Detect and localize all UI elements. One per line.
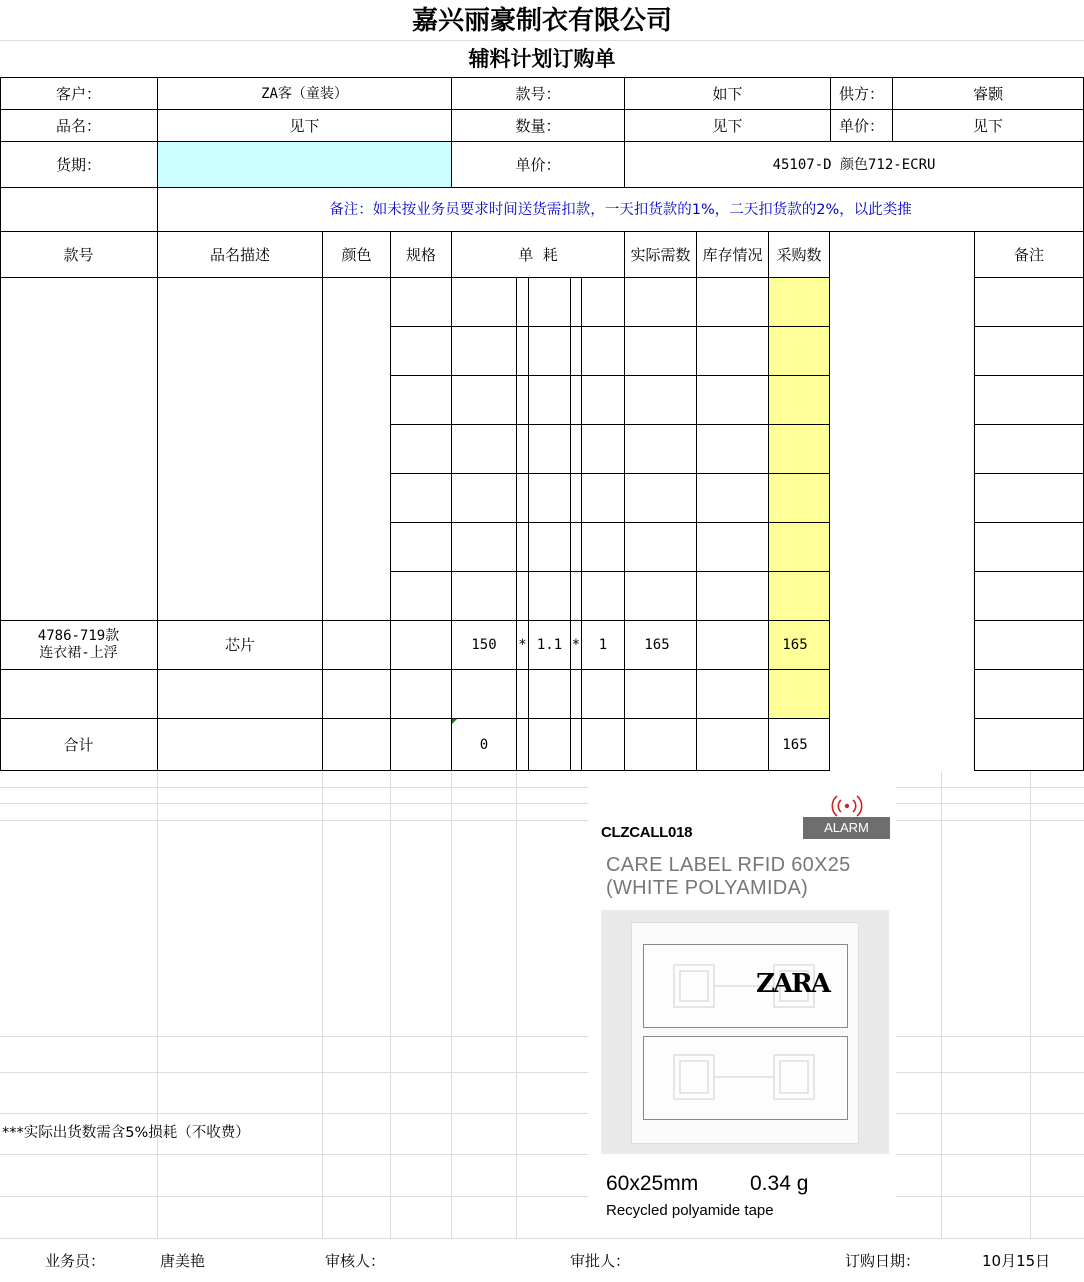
header-purchase: 采购数 [776,245,822,264]
customer-value[interactable]: ZA客（童装） [261,85,348,102]
style-value[interactable]: 如下 [712,84,743,103]
header-color: 颜色 [341,245,372,264]
unit-price-2-label: 单价： [515,155,561,174]
order-date-label: 订购日期： [845,1252,921,1270]
product-label: 品名： [55,116,101,135]
customer-label: 客户： [55,84,101,103]
header-spec: 规格 [405,245,436,264]
quantity-label: 数量： [515,116,561,135]
row-mult: 1 [598,637,608,653]
header-remark: 备注 [1013,245,1044,264]
header-desc: 品名描述 [209,245,270,264]
total-label: 合计 [63,735,94,754]
form-title: 辅料计划订购单 [468,46,616,71]
row-qty: 150 [471,637,497,653]
salesman-value: 唐美艳 [160,1252,206,1270]
header-consumption: 单 耗 [518,245,558,264]
unit-price-2-value[interactable]: 45107-D 颜色712-ECRU [772,156,936,173]
alarm-icon [826,792,868,818]
footnote: ***实际出货数需含5%损耗（不收费） [2,1125,250,1141]
header-actual: 实际需数 [630,245,691,264]
row-actual: 165 [644,637,670,653]
reviewer-label: 审核人： [325,1252,386,1270]
remark-note: 备注：如未按业务员要求时间送货需扣款，一天扣货款的1%，二天扣货款的2%，以此类推 [329,201,912,218]
delivery-value[interactable] [158,142,451,187]
row-desc: 芯片 [224,636,255,654]
company-title: 嘉兴丽豪制衣有限公司 [411,6,672,36]
row-factor: 1.1 [536,637,563,653]
delivery-label: 货期： [55,155,101,174]
unit-price-value[interactable]: 见下 [972,116,1003,135]
row-style: 4786-719款 连衣裙-上浮 [37,628,120,661]
style-label: 款号： [515,84,561,103]
product-title-line1: CARE LABEL RFID 60X25 [606,854,851,876]
alarm-badge: ALARM [803,817,890,839]
supplier-value[interactable]: 睿颢 [972,84,1003,103]
supplier-label: 供方： [838,84,884,103]
header-stock: 库存情况 [702,245,763,264]
unit-price-label: 单价： [838,116,884,135]
product-size: 60x25mm [606,1172,699,1195]
total-purchase: 165 [782,736,808,753]
product-material: Recycled polyamide tape [606,1202,774,1219]
rfid-label-top [643,944,848,1028]
product-value[interactable]: 见下 [289,116,320,135]
quantity-value[interactable]: 见下 [712,116,743,135]
rfid-label-bottom [643,1036,848,1120]
row-op1: * [518,637,527,653]
salesman-label: 业务员： [44,1252,105,1270]
product-card [588,784,896,1232]
approver-label: 审批人： [570,1252,631,1270]
brand-logo: ZARA [756,969,829,999]
product-weight: 0.34 g [750,1172,809,1195]
total-qty: 0 [479,736,489,753]
product-title-line2: (WHITE POLYAMIDA) [606,877,809,899]
cell-marker [452,719,457,724]
label-tape-photo [601,910,889,1154]
row-purchase: 165 [782,637,808,653]
order-date-value: 10月15日 [982,1252,1051,1270]
header-style: 款号 [63,245,94,264]
product-code: CLZCALL018 [601,824,693,841]
row-op2: * [571,637,581,653]
